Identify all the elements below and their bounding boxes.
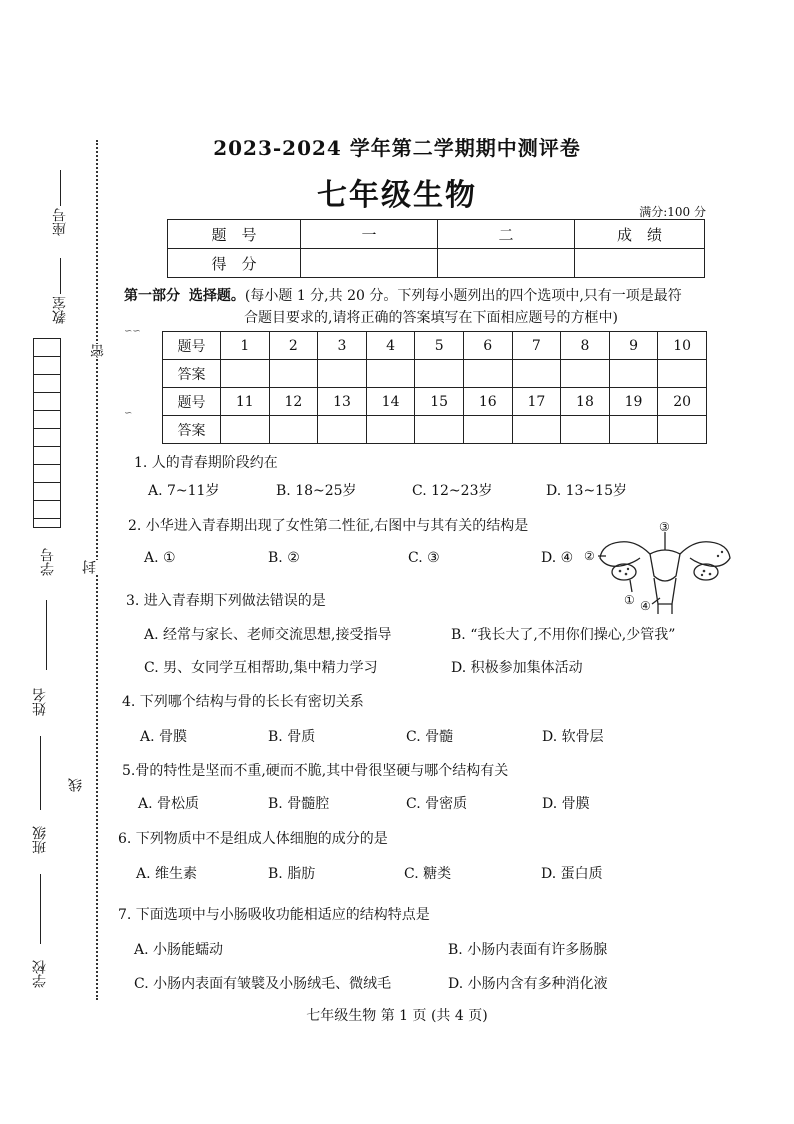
score-header-cell: 成 绩	[575, 220, 705, 249]
reproductive-figure	[580, 520, 750, 616]
qnum-cell: 16	[463, 388, 512, 416]
qnum-cell: 13	[318, 388, 367, 416]
xian-mark: 线	[68, 778, 84, 792]
answer-alabel: 答案	[163, 416, 221, 444]
answer-qlabel: 题号	[163, 332, 221, 360]
student-no-blank	[46, 600, 47, 670]
question-stem: 3. 进入青春期下列做法错误的是	[126, 593, 326, 609]
option: C. 糖类	[404, 866, 452, 882]
qnum-cell: 14	[366, 388, 415, 416]
question-stem: 4. 下列哪个结构与骨的长长有密切关系	[122, 694, 364, 710]
option: D. ④	[541, 550, 574, 566]
part1-instruction-1: (每小题 1 分,共 20 分。下列每小题列出的四个选项中,只有一项是最符	[244, 288, 682, 304]
answer-cell[interactable]	[269, 416, 318, 444]
qnum-cell: 11	[221, 388, 270, 416]
option: B. “我长大了,不用你们操心,少管我”	[451, 627, 676, 643]
name-blank	[40, 736, 41, 810]
answer-cell[interactable]	[561, 416, 610, 444]
student-no-label: 学号	[40, 548, 56, 576]
option: A. 小肠能蠕动	[134, 942, 224, 958]
answer-cell[interactable]	[512, 360, 561, 388]
answer-qlabel: 题号	[163, 388, 221, 416]
option: A. 维生素	[136, 866, 198, 882]
option: B. 18~25岁	[276, 483, 357, 499]
school-label: 学校	[32, 960, 48, 988]
classroom-label: 教室	[52, 296, 68, 324]
option: A. 7~11岁	[148, 483, 220, 499]
option: D. 小肠内含有多种消化液	[448, 976, 608, 992]
answer-cell[interactable]	[366, 416, 415, 444]
part1-instruction-2: 合题目要求的,请将正确的答案填写在下面相应题号的方框中)	[244, 310, 618, 326]
page-footer: 七年级生物 第 1 页 (共 4 页)	[306, 1008, 488, 1024]
qnum-cell: 19	[609, 388, 658, 416]
question-stem: 6. 下列物质中不是组成人体细胞的成分的是	[118, 831, 388, 847]
option: C. 男、女同学互相帮助,集中精力学习	[144, 660, 378, 676]
answer-cell[interactable]	[658, 360, 707, 388]
qnum-cell: 2	[269, 332, 318, 360]
qnum-cell: 1	[221, 332, 270, 360]
option: A. 骨膜	[140, 729, 188, 745]
option: A. 骨松质	[138, 796, 200, 812]
answer-cell[interactable]	[318, 416, 367, 444]
qnum-cell: 7	[512, 332, 561, 360]
qnum-cell: 9	[609, 332, 658, 360]
option: C. 骨髓	[406, 729, 454, 745]
answer-cell[interactable]	[512, 416, 561, 444]
answer-cell[interactable]	[221, 416, 270, 444]
qnum-cell: 15	[415, 388, 464, 416]
qnum-cell: 4	[366, 332, 415, 360]
class-blank	[40, 874, 41, 944]
answer-cell[interactable]	[269, 360, 318, 388]
answer-cell[interactable]	[366, 360, 415, 388]
part1-instructions	[124, 285, 724, 329]
full-score: 满分:100 分	[639, 205, 706, 219]
option: C. 小肠内表面有皱襞及小肠绒毛、微绒毛	[134, 976, 392, 992]
mi-mark: 密	[90, 344, 106, 358]
option: D. 骨膜	[542, 796, 590, 812]
margin-scribble: ∽∽	[124, 326, 141, 337]
score-header-cell: 一	[301, 220, 438, 249]
answer-alabel: 答案	[163, 360, 221, 388]
answer-cell[interactable]	[415, 416, 464, 444]
score-cell[interactable]	[301, 249, 438, 278]
option: B. 脂肪	[268, 866, 316, 882]
option: A. ①	[144, 550, 176, 566]
score-header-cell: 题 号	[168, 220, 301, 249]
qnum-cell: 10	[658, 332, 707, 360]
question-stem: 5.骨的特性是坚而不重,硬而不脆,其中骨很坚硬与哪个结构有关	[122, 763, 509, 779]
score-table	[167, 219, 705, 278]
score-header-cell: 二	[438, 220, 575, 249]
margin-scribble: ∽	[124, 408, 133, 419]
answer-cell[interactable]	[609, 416, 658, 444]
option: C. 12~23岁	[412, 483, 493, 499]
option: B. 骨髓腔	[268, 796, 330, 812]
answer-cell[interactable]	[221, 360, 270, 388]
option: D. 软骨层	[542, 729, 604, 745]
score-row-label: 得 分	[168, 249, 301, 278]
class-label: 班级	[32, 826, 48, 854]
feng-mark: 封	[82, 560, 98, 574]
figure-label-1: ①	[624, 593, 635, 607]
answer-cell[interactable]	[415, 360, 464, 388]
option: B. 骨质	[268, 729, 316, 745]
question-stem: 7. 下面选项中与小肠吸收功能相适应的结构特点是	[118, 907, 430, 923]
qnum-cell: 17	[512, 388, 561, 416]
part1-title: 选择题。	[188, 288, 245, 304]
qnum-cell: 20	[658, 388, 707, 416]
option: C. ③	[408, 550, 440, 566]
answer-cell[interactable]	[658, 416, 707, 444]
option: C. 骨密质	[406, 796, 468, 812]
answer-cell[interactable]	[463, 360, 512, 388]
figure-label-4: ④	[640, 599, 651, 613]
answer-table	[162, 331, 707, 444]
qnum-cell: 6	[463, 332, 512, 360]
question-stem: 2. 小华进入青春期出现了女性第二性征,右图中与其有关的结构是	[128, 518, 529, 534]
option: B. ②	[268, 550, 300, 566]
option: D. 积极参加集体活动	[451, 660, 583, 676]
figure-label-2: ②	[584, 549, 595, 563]
qnum-cell: 12	[269, 388, 318, 416]
qnum-cell: 3	[318, 332, 367, 360]
name-label: 姓名	[32, 688, 48, 716]
qnum-cell: 8	[561, 332, 610, 360]
student-no-boxes	[33, 338, 61, 528]
question-stem: 1. 人的青春期阶段约在	[134, 455, 278, 471]
answer-cell[interactable]	[318, 360, 367, 388]
seat-label: 座号	[52, 208, 68, 236]
answer-cell[interactable]	[561, 360, 610, 388]
option: B. 小肠内表面有许多肠腺	[448, 942, 608, 958]
answer-cell[interactable]	[463, 416, 512, 444]
option: A. 经常与家长、老师交流思想,接受指导	[144, 627, 392, 643]
option: D. 蛋白质	[541, 866, 603, 882]
score-cell[interactable]	[438, 249, 575, 278]
subject-title: 七年级生物	[317, 178, 477, 213]
figure-label-3: ③	[659, 520, 670, 534]
exam-title: 2023-2024 学年第二学期期中测评卷	[213, 136, 581, 160]
answer-cell[interactable]	[609, 360, 658, 388]
qnum-cell: 5	[415, 332, 464, 360]
classroom-blank	[60, 258, 61, 294]
option: D. 13~15岁	[546, 483, 627, 499]
qnum-cell: 18	[561, 388, 610, 416]
score-cell[interactable]	[575, 249, 705, 278]
part1-label: 第一部分	[124, 288, 180, 304]
